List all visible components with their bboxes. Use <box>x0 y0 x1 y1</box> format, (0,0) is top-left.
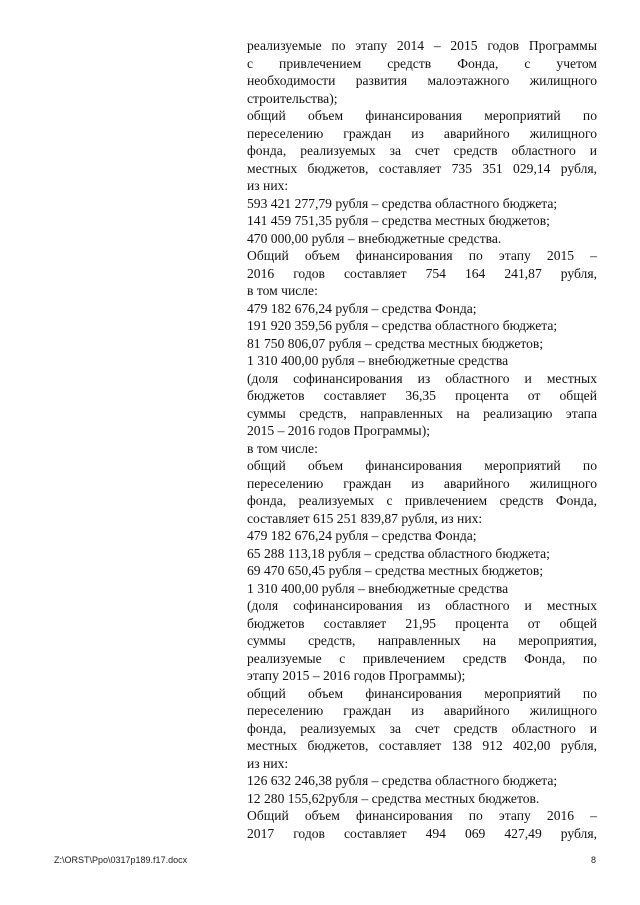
text-line: (доля софинансирования из областного и местных <box>247 370 597 386</box>
text-line: 69 470 650,45 рубля – средства местных бюджетов; <box>247 563 544 578</box>
page-number: 8 <box>591 855 597 865</box>
text-line: 65 288 113,18 рубля – средства областного бюджета; <box>247 545 550 561</box>
footer-file-path: Z:\ORST\Ppo\0317p189.f17.docx <box>54 855 188 865</box>
text-line: реализуемые с привлечением средств Фонда, по <box>247 650 597 666</box>
text-line: 81 750 806,07 рубля – средства местных бюджетов; <box>247 335 544 351</box>
text-line: реализуемые по этапу 2014 – 2015 годов Программы <box>247 38 597 53</box>
text-line: Общий объем финансирования по этапу 2016 – <box>247 808 597 823</box>
text-line: общий объем финансирования мероприятий по <box>247 685 597 701</box>
text-line: 593 421 277,79 рубля – средства областного бюджета; <box>247 195 558 211</box>
text-line: (доля софинансирования из областного и местных <box>247 598 597 613</box>
text-line: бюджетов составляет 21,95 процента от общей <box>247 615 597 631</box>
text-line: фонда, реализуемых за счет средств областного и <box>247 143 597 158</box>
text-line: составляет 615 251 839,87 рубля, из них: <box>247 510 483 526</box>
text-line: Общий объем финансирования по этапу 2015 – <box>247 248 597 263</box>
text-line: фонда, реализуемых с привлечением средств Фонда, <box>247 493 597 508</box>
text-line: 2015 – 2016 годов Программы); <box>247 423 430 438</box>
text-line: общий объем финансирования мероприятий по <box>247 108 597 123</box>
text-line: 1 310 400,00 рубля – внебюджетные средства <box>247 353 509 368</box>
text-line: 2016 годов составляет 754 164 241,87 рубля, <box>247 265 597 281</box>
text-line: 479 182 676,24 рубля – средства Фонда; <box>247 300 477 316</box>
text-line: переселению граждан из аварийного жилищного <box>247 703 597 718</box>
text-line: с привлечением средств Фонда, с учетом <box>247 55 597 71</box>
text-line: местных бюджетов, составляет 735 351 029,14 рубля, <box>247 160 597 176</box>
text-line: в том числе: <box>247 283 318 298</box>
text-line: из них: <box>247 755 289 771</box>
text-line: 141 459 751,35 рубля – средства местных бюджетов; <box>247 213 550 228</box>
text-line: переселению граждан из аварийного жилищного <box>247 475 597 491</box>
text-line: 126 632 246,38 рубля – средства областного бюджета; <box>247 773 558 788</box>
text-line: строительства); <box>247 90 338 106</box>
text-line: 479 182 676,24 рубля – средства Фонда; <box>247 528 477 543</box>
text-line: 1 310 400,00 рубля – внебюджетные средства <box>247 580 509 596</box>
text-line: в том числе: <box>247 440 318 456</box>
text-line: 2017 годов составляет 494 069 427,49 рубля, <box>247 825 597 841</box>
text-line: переселению граждан из аварийного жилищного <box>247 125 597 141</box>
body-text <box>247 37 597 842</box>
text-line: необходимости развития малоэтажного жилищного <box>247 73 597 88</box>
text-line: 191 920 359,56 рубля – средства областного бюджета; <box>247 318 558 333</box>
text-line: этапу 2015 – 2016 годов Программы); <box>247 668 466 683</box>
text-line: местных бюджетов, составляет 138 912 402,00 рубля, <box>247 738 597 753</box>
text-line: фонда, реализуемых за счет средств областного и <box>247 720 597 736</box>
text-line: 12 280 155,62рубля – средства местных бюджетов. <box>247 790 540 806</box>
text-line: общий объем финансирования мероприятий по <box>247 458 597 473</box>
text-line: 470 000,00 рубля – внебюджетные средства. <box>247 230 502 246</box>
text-line: суммы средств, направленных на мероприятия, <box>247 633 597 648</box>
text-line: суммы средств, направленных на реализацию этапа <box>247 405 597 421</box>
text-line: бюджетов составляет 36,35 процента от общей <box>247 388 597 403</box>
text-line: из них: <box>247 178 289 193</box>
